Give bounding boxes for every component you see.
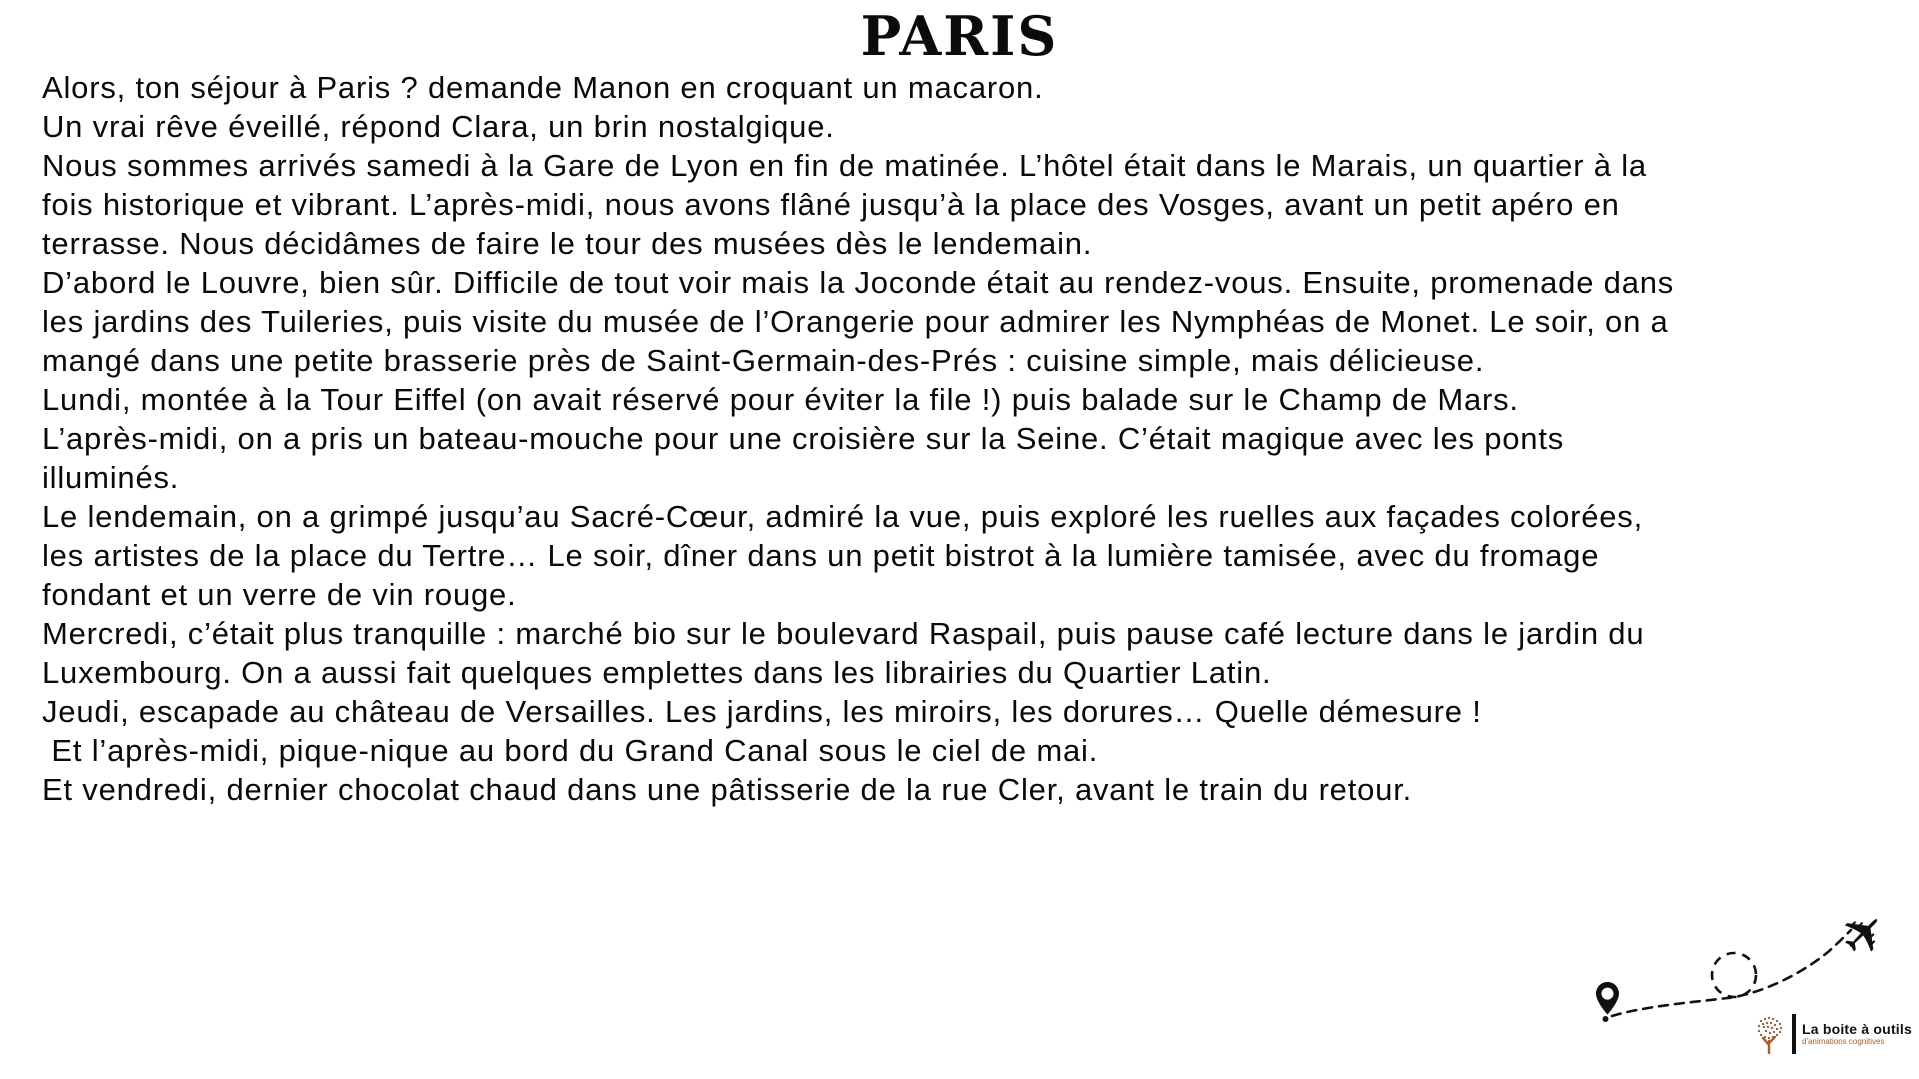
- text-line: Nous sommes arrivés samedi à la Gare de Lyon en fin de matinée. L’hôtel était dans le Marais, un quartier à la: [42, 148, 1647, 183]
- logo-subtitle: d'animations cognitives: [1802, 1037, 1885, 1046]
- flight-path-loop: [1712, 953, 1756, 997]
- text-line: les artistes de la place du Tertre… Le soir, dîner dans un petit bistrot à la lumière tamisée, avec du fromage: [42, 538, 1600, 573]
- text-line: fois historique et vibrant. L’après-midi, nous avons flâné jusqu’à la place des Vosges, avant un petit apéro en: [42, 187, 1620, 222]
- text-line: Lundi, montée à la Tour Eiffel (on avait réservé pour éviter la file !) puis balade sur le Champ de Mars.: [42, 382, 1519, 417]
- text-line: illuminés.: [42, 460, 180, 495]
- text-line: Mercredi, c’était plus tranquille : marché bio sur le boulevard Raspail, puis pause café lecture dans le jardin du: [42, 616, 1645, 651]
- text-line: Et vendredi, dernier chocolat chaud dans une pâtisserie de la rue Cler, avant le train du retour.: [42, 772, 1413, 807]
- airplane-icon: ✈: [1825, 895, 1903, 973]
- text-line: Un vrai rêve éveillé, répond Clara, un brin nostalgique.: [42, 109, 835, 144]
- text-line: Alors, ton séjour à Paris ? demande Manon en croquant un macaron.: [42, 70, 1044, 105]
- text-line: L’après-midi, on a pris un bateau-mouche pour une croisière sur la Seine. C’était magique avec les ponts: [42, 421, 1565, 456]
- logo-title: La boite à outils: [1802, 1021, 1912, 1037]
- text-line: mangé dans une petite brasserie près de Saint-Germain-des-Prés : cuisine simple, mais délicieuse.: [42, 343, 1485, 378]
- text-line: fondant et un verre de vin rouge.: [42, 577, 517, 612]
- text-line: Le lendemain, on a grimpé jusqu’au Sacré-Cœur, admiré la vue, puis exploré les ruelles aux façades colorées,: [42, 499, 1644, 534]
- text-line: Et l’après-midi, pique-nique au bord du Grand Canal sous le ciel de mai.: [42, 733, 1099, 768]
- text-line: les jardins des Tuileries, puis visite du musée de l’Orangerie pour admirer les Nymphéas de Monet. Le soir, on a: [42, 304, 1669, 339]
- page-title: PARIS: [860, 4, 1059, 68]
- text-line: Luxembourg. On a aussi fait quelques emplettes dans les librairies du Quartier Latin.: [42, 655, 1272, 690]
- story-text: [42, 68, 1909, 809]
- text-line: D’abord le Louvre, bien sûr. Difficile de tout voir mais la Joconde était au rendez-vous. Ensuite, promenade dans: [42, 265, 1675, 300]
- logo: [1752, 1014, 1912, 1054]
- text-line: terrasse. Nous décidâmes de faire le tour des musées dès le lendemain.: [42, 226, 1093, 261]
- logo-tree-icon: [1752, 1014, 1786, 1054]
- logo-divider: [1792, 1014, 1796, 1054]
- text-line: Jeudi, escapade au château de Versailles. Les jardins, les miroirs, les dorures… Quelle démesure !: [42, 694, 1482, 729]
- dashed-flight-path: [1612, 930, 1851, 1016]
